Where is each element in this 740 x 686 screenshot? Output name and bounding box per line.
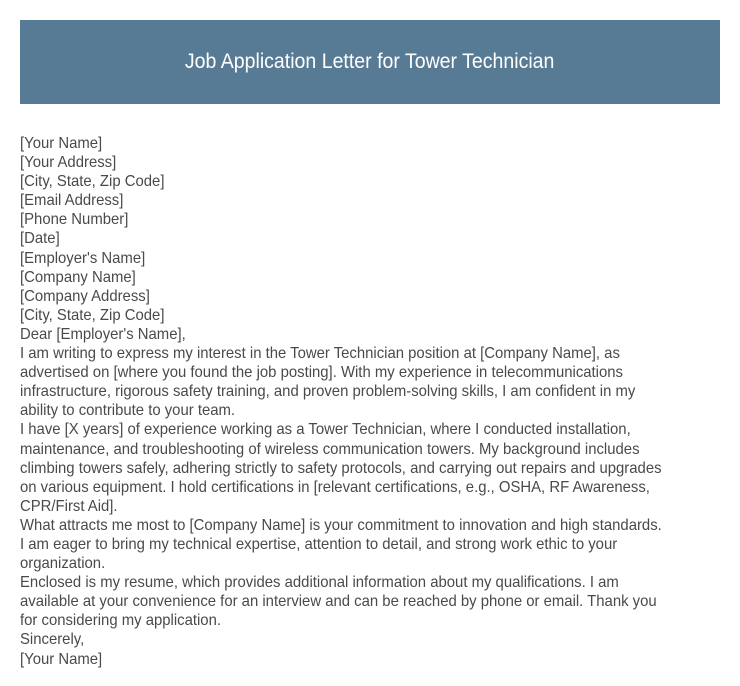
paragraph-line: What attracts me most to [Company Name] is your commitment to innovation and high standards. [20,516,662,534]
letter-date: [Date] [20,230,60,248]
sender-city-state-zip: [City, State, Zip Code] [20,173,165,191]
sender-block [20,134,730,249]
closing: Sincerely, [20,631,85,649]
paragraph-line: Enclosed is my resume, which provides additional information about my qualifications. I am [20,574,619,592]
paragraph-closing [20,573,730,630]
employer-name: [Employer's Name] [20,249,146,267]
paragraph-line: advertised on [where you found the job posting]. With my experience in telecommunications [20,364,623,382]
company-address: [Company Address] [20,287,150,305]
company-name: [Company Name] [20,268,136,286]
letter-body [20,134,730,669]
sender-email: [Email Address] [20,192,124,210]
paragraph-line: I am writing to express my interest in the Tower Technician position at [Company Name], as [20,345,620,363]
paragraph-line: maintenance, and troubleshooting of wireless communication towers. My background includes [20,440,640,458]
paragraph-line: ability to contribute to your team. [20,402,236,420]
sender-address: [Your Address] [20,154,117,172]
paragraph-line: climbing towers safely, adhering strictly to safety protocols, and carrying out repairs and upgrades [20,459,662,477]
signature: [Your Name] [20,650,103,668]
paragraph-line: CPR/First Aid]. [20,497,118,515]
salutation: Dear [Employer's Name], [20,325,186,343]
sender-phone: [Phone Number] [20,211,129,229]
header-banner [20,20,720,104]
recipient-block [20,249,730,325]
company-city-state-zip: [City, State, Zip Code] [20,306,165,324]
paragraph-line: on various equipment. I hold certifications in [relevant certifications, e.g., OSHA, RF Awareness, [20,478,650,496]
paragraph-line: I have [X years] of experience working as a Tower Technician, where I conducted installation, [20,421,631,439]
paragraph-line: infrastructure, rigorous safety training, and proven problem-solving skills, I am confident in my [20,383,636,401]
paragraph-line: I am eager to bring my technical expertise, attention to detail, and strong work ethic to your [20,535,618,553]
sender-name: [Your Name] [20,135,103,152]
paragraph-line: for considering my application. [20,612,221,630]
paragraph-intro [20,344,730,420]
paragraph-motivation [20,516,730,573]
paragraph-line: available at your convenience for an interview and can be reached by phone or email. Thank you [20,593,657,611]
page-title: Job Application Letter for Tower Technician [185,50,555,73]
paragraph-experience [20,420,730,515]
paragraph-line: organization. [20,555,106,573]
